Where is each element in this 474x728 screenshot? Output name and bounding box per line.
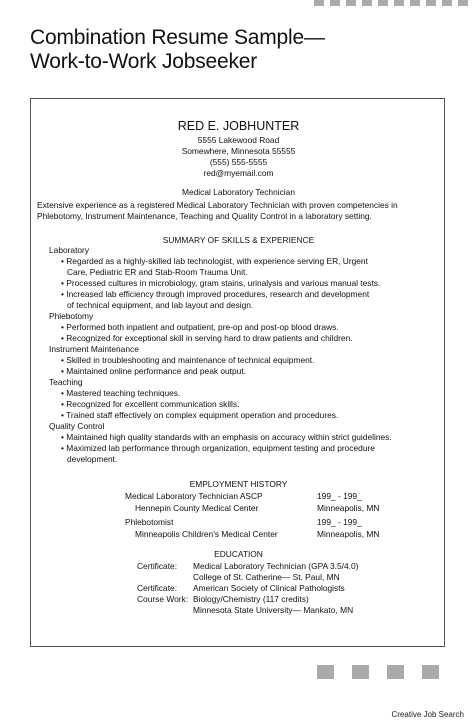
education-detail: Minnesota State University— Mankato, MN: [193, 605, 354, 615]
decorative-square: [387, 665, 404, 679]
skill-category-quality: Quality Control: [49, 421, 105, 431]
footer-brand: Creative Job Search: [391, 710, 464, 719]
decorative-square: [458, 0, 468, 6]
skill-bullet: • Recognized for excellent communication skills.: [61, 399, 240, 409]
skill-bullet-cont: Care, Pediatric ER and Stab-Room Trauma Unit.: [67, 267, 248, 277]
heading-line-2: Work-to-Work Jobseeker: [30, 50, 258, 73]
skill-bullet: • Skilled in troubleshooting and maintenance of technical equipment.: [61, 355, 315, 365]
education-detail: Medical Laboratory Technician (GPA 3.5/4.0): [193, 561, 359, 571]
job-dates: 199_ - 199_: [317, 517, 362, 527]
skill-bullet: • Maintained online performance and peak output.: [61, 366, 246, 376]
address-line-2: Somewhere, Minnesota 55555: [181, 146, 296, 156]
decorative-square: [352, 665, 369, 679]
skill-bullet: • Increased lab efficiency through improved procedures, research and development: [61, 289, 370, 299]
education-detail: American Society of Clinical Pathologists: [193, 583, 345, 593]
decorative-square: [314, 0, 324, 6]
page-heading: [30, 26, 325, 74]
job-title: Phlebotomist: [125, 517, 174, 527]
skill-bullet: • Regarded as a highly-skilled lab technologist, with experience serving ER, Urgent: [61, 256, 368, 266]
employment-header: EMPLOYMENT HISTORY: [189, 479, 288, 489]
education-label: Certificate:: [137, 561, 178, 571]
decorative-square: [378, 0, 388, 6]
decorative-square: [422, 665, 439, 679]
email: red@myemail.com: [203, 168, 274, 178]
skill-bullet-cont: development.: [67, 454, 118, 464]
skill-bullet: • Maintained high quality standards with an emphasis on accuracy within strict guidelines.: [61, 432, 392, 442]
decorative-square: [346, 0, 356, 6]
job-title: Medical Laboratory Technician ASCP: [125, 491, 263, 501]
skill-bullet: • Processed cultures in microbiology, gram stains, urinalysis and various manual tests.: [61, 278, 381, 288]
decorative-square: [317, 665, 334, 679]
decorative-square: [330, 0, 340, 6]
education-detail: Biology/Chemistry (117 credits): [193, 594, 309, 604]
education-header: EDUCATION: [214, 549, 263, 559]
skill-category-laboratory: Laboratory: [49, 245, 90, 255]
address-line-1: 5555 Lakewood Road: [197, 135, 280, 145]
decorative-square: [426, 0, 436, 6]
phone: (555) 555-5555: [209, 157, 268, 167]
education-label: Course Work:: [137, 594, 189, 604]
decorative-square: [442, 0, 452, 6]
decorative-square: [394, 0, 404, 6]
objective-line-2: Phlebotomy, Instrument Maintenance, Teaching and Quality Control in a laboratory setting.: [37, 211, 372, 221]
job-employer: Hennepin County Medical Center: [135, 503, 259, 513]
objective-line-1: Extensive experience as a registered Medical Laboratory Technician with proven competencies in: [37, 200, 398, 210]
skill-bullet: • Trained staff effectively on complex equipment operation and procedures.: [61, 410, 339, 420]
education-detail: College of St. Catherine— St. Paul, MN: [193, 572, 340, 582]
resume-name: RED E. JOBHUNTER: [177, 119, 300, 133]
skills-header: SUMMARY OF SKILLS & EXPERIENCE: [162, 235, 315, 245]
job-location: Minneapolis, MN: [317, 529, 380, 539]
skill-category-phlebotomy: Phlebotomy: [49, 311, 94, 321]
skill-bullet-cont: of technical equipment, and lab layout and design.: [67, 300, 254, 310]
education-label: Certificate:: [137, 583, 178, 593]
heading-line-1: Combination Resume Sample—: [30, 26, 325, 49]
decorative-square: [410, 0, 420, 6]
skill-bullet: • Performed both inpatient and outpatient, pre-op and post-op blood draws.: [61, 322, 339, 332]
skill-bullet: • Mastered teaching techniques.: [61, 388, 181, 398]
skill-bullet: • Recognized for exceptional skill in serving hard to draw patients and children.: [61, 333, 353, 343]
decorative-square: [362, 0, 372, 6]
job-employer: Minneapolis Children's Medical Center: [135, 529, 278, 539]
job-location: Minneapolis, MN: [317, 503, 380, 513]
resume-box: [30, 98, 445, 647]
skill-category-instrument: Instrument Maintenance: [49, 344, 139, 354]
skill-category-teaching: Teaching: [49, 377, 83, 387]
skill-bullet: • Maximized lab performance through organization, equipment testing and procedure: [61, 443, 375, 453]
job-dates: 199_ - 199_: [317, 491, 362, 501]
objective-title: Medical Laboratory Technician: [182, 187, 295, 197]
